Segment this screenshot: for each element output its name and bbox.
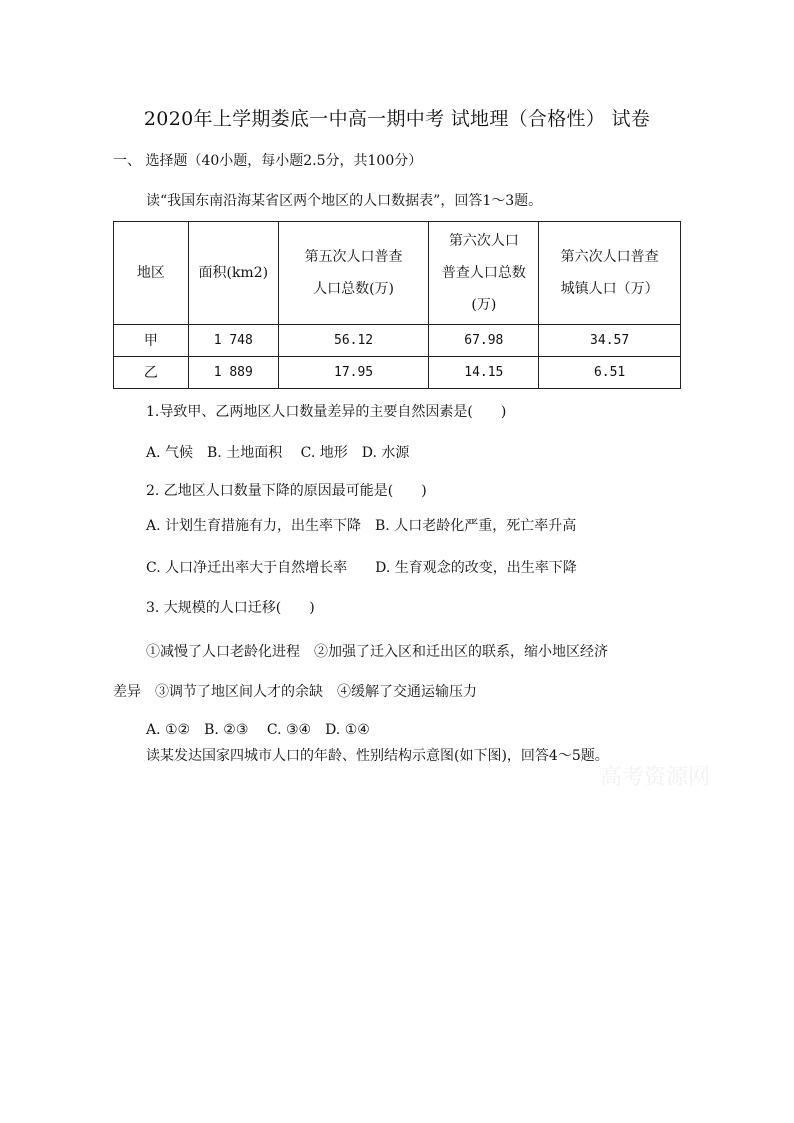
table-row <box>114 325 681 357</box>
question-2-options-cd: C. 人口净迁出率大于自然增长率 D. 生育观念的改变，出生率下降 <box>146 560 577 576</box>
header-area: 面积(km2) <box>188 222 278 325</box>
header-census5 <box>278 222 429 325</box>
table-header-row <box>114 222 681 325</box>
header-census6-line3: (万) <box>471 297 497 313</box>
question-3-options: A. ①② B. ②③ C. ③④ D. ①④ <box>146 722 370 738</box>
page-title: 2020年上学期娄底一中高一期中考 试地理（合格性） 试卷 <box>143 108 651 130</box>
question-2-stem: 2. 乙地区人口数量下降的原因最可能是( ) <box>146 483 427 499</box>
cell-census6: 67.98 <box>429 325 539 357</box>
cell-census6: 14.15 <box>429 357 539 389</box>
cell-urban6: 6.51 <box>539 357 681 389</box>
table-row <box>114 357 681 389</box>
intro-question-1-3: 读“我国东南沿海某省区两个地区的人口数据表”，回答1～3题。 <box>146 193 543 209</box>
question-3-stem: 3. 大规模的人口迁移( ) <box>146 600 315 616</box>
header-census6-line2: 普查人口总数 <box>441 265 526 281</box>
cell-area: 1 889 <box>188 357 278 389</box>
cell-census5: 17.95 <box>278 357 429 389</box>
question-1-options: A. 气候 B. 土地面积 C. 地形 D. 水源 <box>146 445 410 461</box>
cell-region: 甲 <box>114 325 189 357</box>
cell-urban6: 34.57 <box>539 325 681 357</box>
question-3-statement-line2: 差异 ③调节了地区间人才的余缺 ④缓解了交通运输压力 <box>113 684 477 700</box>
question-1-stem: 1.导致甲、乙两地区人口数量差异的主要自然因素是( ) <box>146 404 507 420</box>
header-census5-line1: 第五次人口普查 <box>304 249 403 265</box>
header-census6-line1: 第六次人口 <box>448 233 519 249</box>
question-2-options-ab: A. 计划生育措施有力，出生率下降 B. 人口老龄化严重，死亡率升高 <box>146 518 577 534</box>
header-region: 地区 <box>114 222 189 325</box>
watermark: 高考资源网 <box>600 765 711 790</box>
section-heading: 一、 选择题（40小题，每小题2.5分，共100分） <box>113 153 423 169</box>
header-census5-line2: 人口总数(万) <box>313 281 395 297</box>
population-data-table <box>113 221 681 389</box>
header-census6 <box>429 222 539 325</box>
intro-question-4-5: 读某发达国家四城市人口的年龄、性别结构示意图(如下图)，回答4～5题。 <box>146 748 609 764</box>
header-urban6 <box>539 222 681 325</box>
header-urban6-line2: 城镇人口（万） <box>560 281 659 297</box>
header-urban6-line1: 第六次人口普查 <box>560 249 659 265</box>
cell-census5: 56.12 <box>278 325 429 357</box>
cell-area: 1 748 <box>188 325 278 357</box>
cell-region: 乙 <box>114 357 189 389</box>
question-3-statement-line1: ①减慢了人口老龄化进程 ②加强了迁入区和迁出区的联系，缩小地区经济 <box>146 644 608 660</box>
